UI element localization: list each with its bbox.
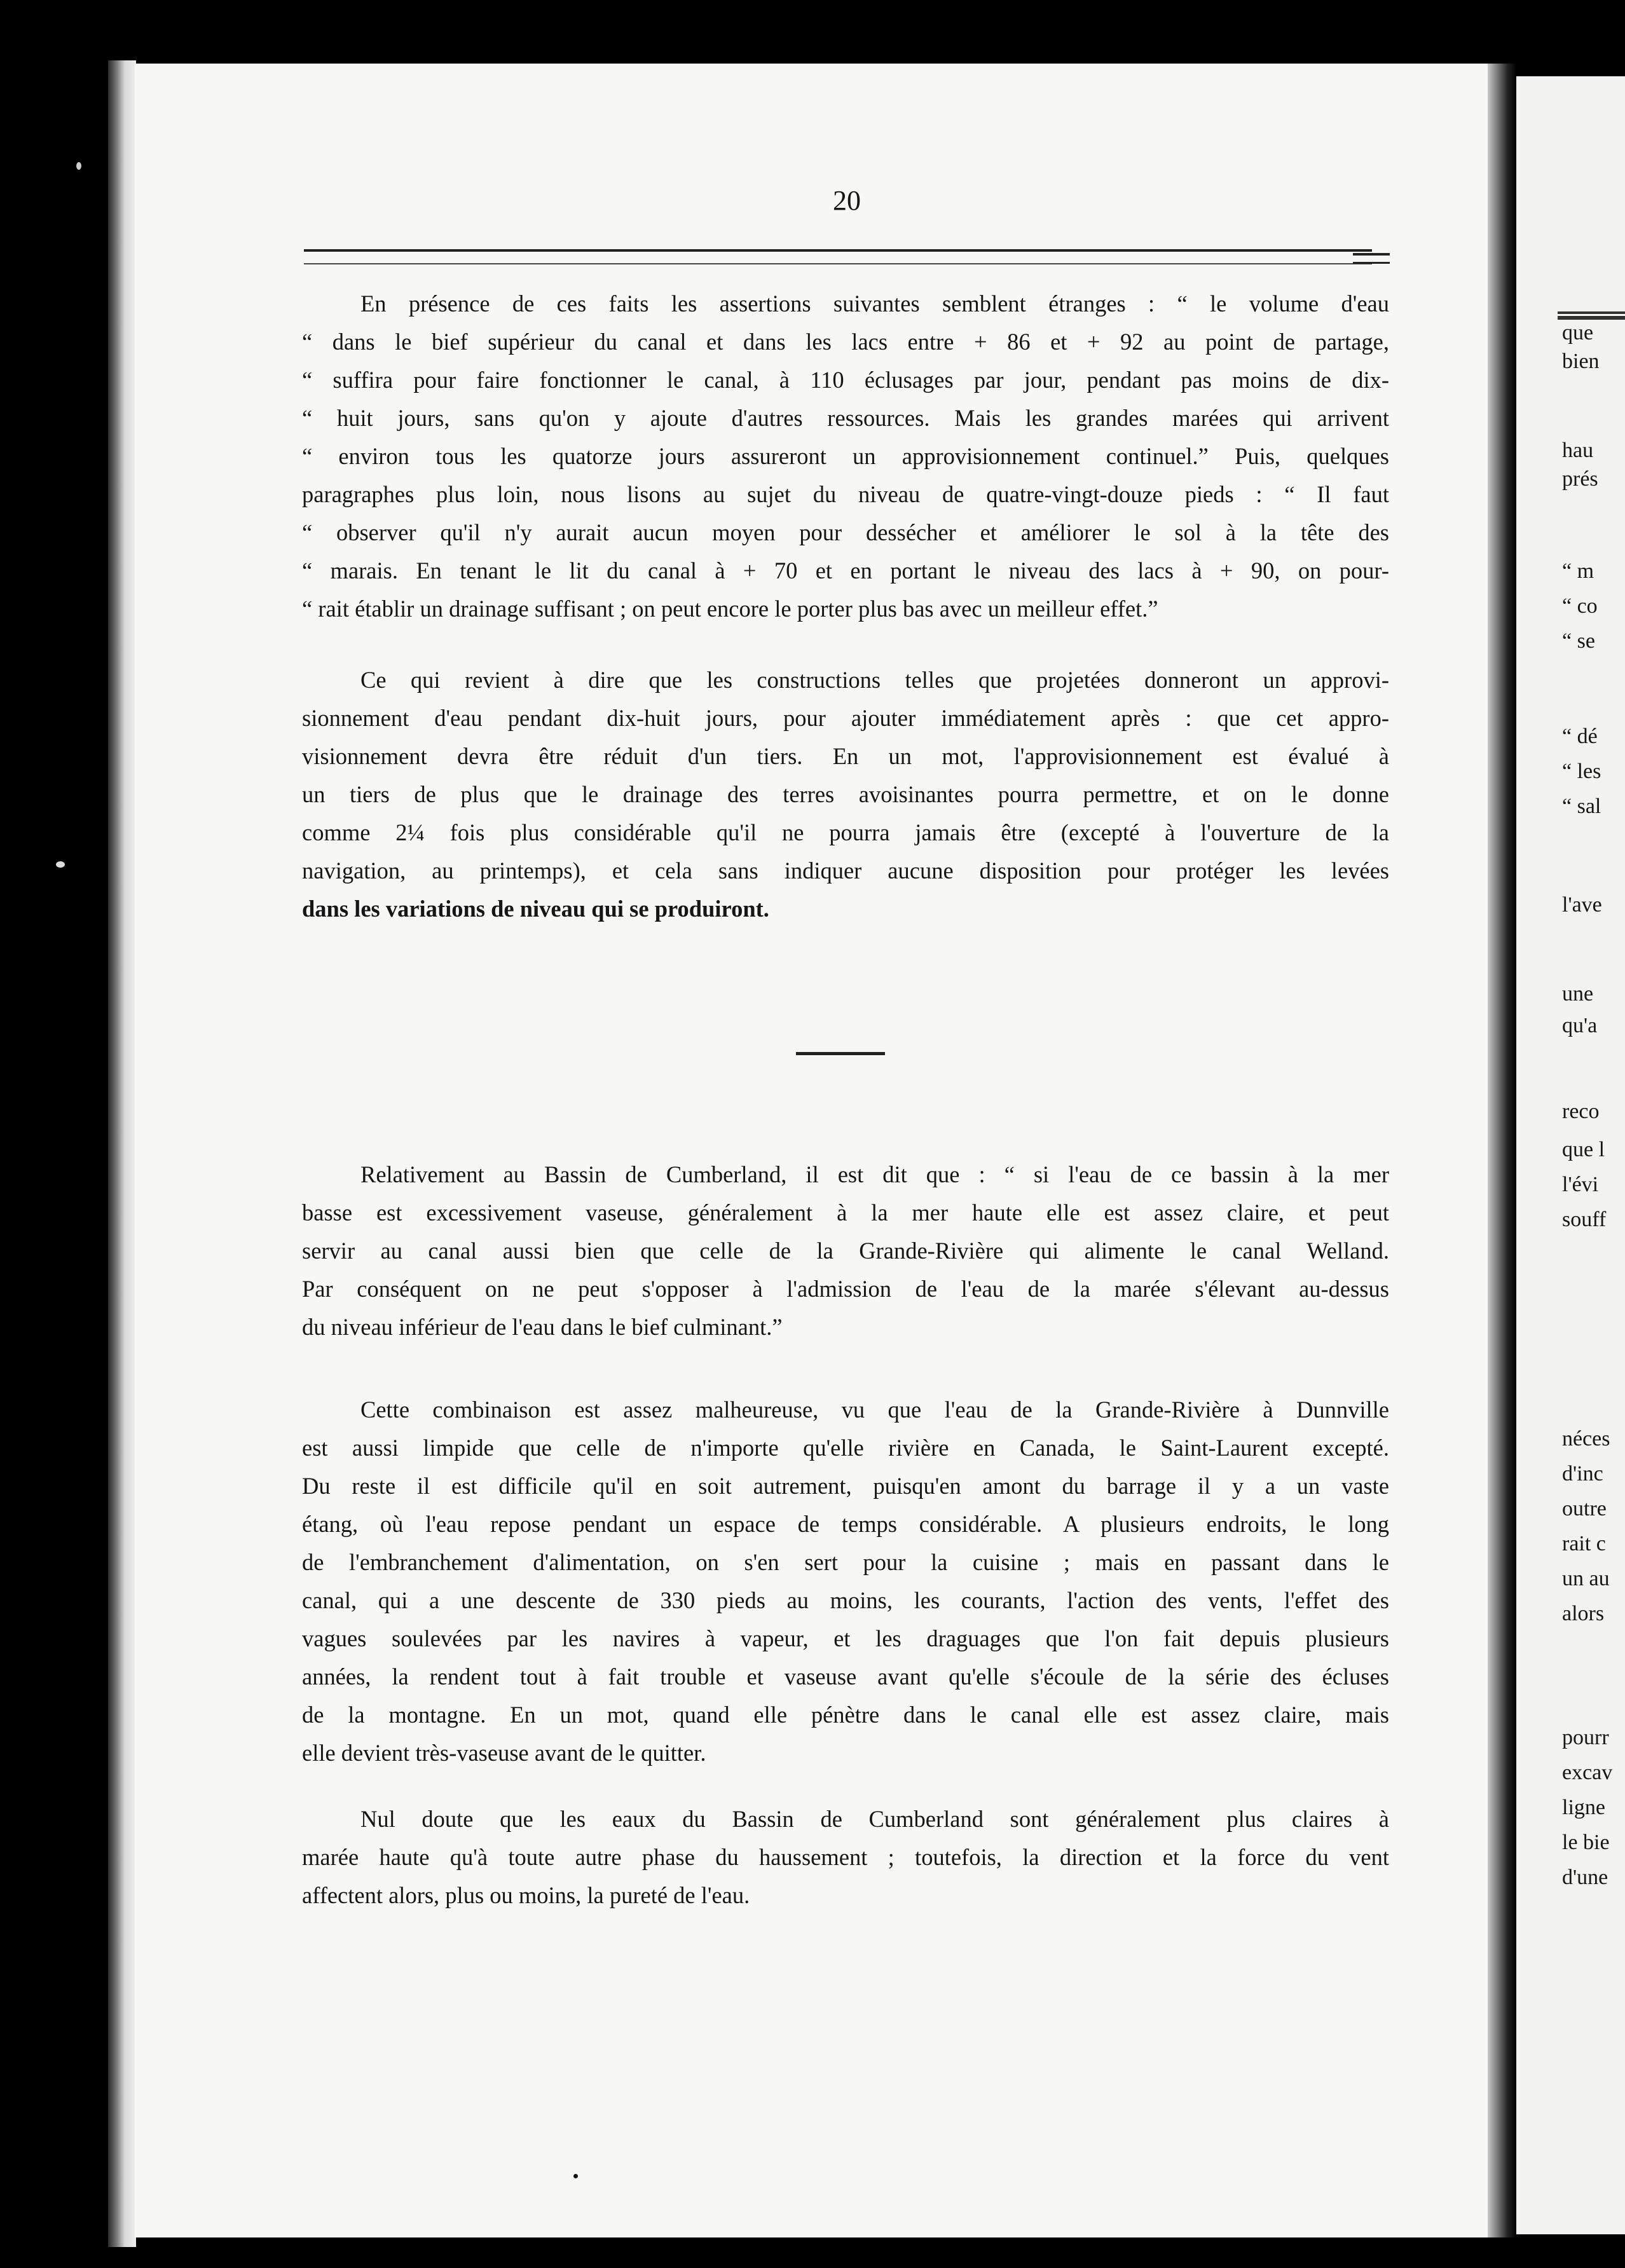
facing-text-fragment: “ m — [1562, 559, 1594, 583]
facing-text-fragment: prés — [1562, 467, 1598, 491]
text-line: Relativement au Bassin de Cumberland, il est dit que : “ si l'eau de ce bassin à la mer — [360, 1161, 1389, 1187]
text-line: Ce qui revient à dire que les constructions telles que projetées donneront un approvi- — [360, 667, 1389, 693]
facing-text-fragment: “ dé — [1562, 725, 1598, 748]
text-line: elle devient très-vaseuse avant de le quitter. — [302, 1740, 706, 1766]
text-line: Nul doute que les eaux du Bassin de Cumberland sont généralement plus claires à — [360, 1806, 1389, 1832]
facing-text-fragment: ligne — [1562, 1796, 1605, 1819]
header-rule-end — [1353, 253, 1390, 264]
text-line: est aussi limpide que celle de n'importe qu'elle rivière en Canada, le Saint-Laurent excepté. — [302, 1435, 1389, 1461]
facing-text-fragment: outre — [1562, 1497, 1607, 1520]
paragraph-4 — [302, 1391, 1389, 1772]
text-line: Du reste il est difficile qu'il en soit autrement, puisqu'en amont du barrage il y a un vaste — [302, 1473, 1389, 1499]
facing-text-fragment: l'ave — [1562, 893, 1602, 917]
scan-speck — [76, 162, 81, 170]
facing-text-fragment: d'une — [1562, 1866, 1608, 1889]
text-line: Cette combinaison est assez malheureuse, vu que l'eau de la Grande-Rivière à Dunnville — [360, 1397, 1389, 1423]
text-line: vagues soulevées par les navires à vapeur, et les draguages que l'on fait depuis plusieurs — [302, 1625, 1389, 1651]
text-line: En présence de ces faits les assertions suivantes semblent étranges : “ le volume d'eau — [360, 290, 1389, 317]
facing-text-fragment: un au — [1562, 1567, 1610, 1590]
facing-text-fragment: “ sal — [1562, 795, 1601, 818]
paragraph-1 — [302, 285, 1389, 628]
facing-text-fragment: l'évi — [1562, 1173, 1599, 1196]
facing-text-fragment: hau — [1562, 439, 1594, 462]
text-line: sionnement d'eau pendant dix-huit jours, pour ajouter immédiatement après : que cet appro- — [302, 705, 1389, 731]
text-line: de l'embranchement d'alimentation, on s'en sert pour la cuisine ; mais en passant dans le — [302, 1549, 1389, 1575]
text-line: “ marais. En tenant le lit du canal à + 70 et en portant le niveau des lacs à + 90, on pour- — [302, 557, 1389, 584]
facing-text-fragment: alors — [1562, 1602, 1605, 1625]
text-line: visionnement devra être réduit d'un tiers. En un mot, l'approvisionnement est évalué à — [302, 743, 1389, 769]
book-spine — [108, 60, 136, 2247]
facing-text-fragment: “ co — [1562, 594, 1598, 618]
facing-text-fragment: d'inc — [1562, 1462, 1603, 1486]
text-line: de la montagne. En un mot, quand elle pénètre dans le canal elle est assez claire, mais — [302, 1702, 1389, 1728]
text-line: “ suffira pour faire fonctionner le canal, à 110 éclusages par jour, pendant pas moins de dix- — [302, 367, 1389, 393]
facing-text-fragment: “ les — [1562, 760, 1601, 783]
facing-text-fragment: une — [1562, 982, 1594, 1006]
text-line: navigation, au printemps), et cela sans indiquer aucune disposition pour protéger les levées — [302, 857, 1389, 884]
page-number: 20 — [833, 185, 861, 216]
scan-speck — [573, 2174, 578, 2178]
facing-text-fragment: “ se — [1562, 629, 1595, 653]
text-line: paragraphes plus loin, nous lisons au sujet du niveau de quatre-vingt-douze pieds : “ Il faut — [302, 481, 1389, 507]
facing-text-fragment: qu'a — [1562, 1014, 1598, 1037]
facing-text-fragment: rait c — [1562, 1532, 1606, 1555]
text-line: “ dans le bief supérieur du canal et dans les lacs entre + 86 et + 92 au point de partage, — [302, 329, 1389, 355]
header-rule — [304, 249, 1372, 264]
text-line: dans les variations de niveau qui se produiront. — [302, 896, 769, 922]
paragraph-2 — [302, 661, 1389, 928]
gutter-shadow — [1488, 64, 1516, 2237]
text-line: années, la rendent tout à fait trouble et vaseuse avant qu'elle s'écoule de la série des écluses — [302, 1663, 1389, 1690]
facing-text-fragment: pourr — [1562, 1726, 1609, 1749]
text-line: étang, où l'eau repose pendant un espace de temps considérable. A plusieurs endroits, le long — [302, 1511, 1389, 1537]
text-line: servir au canal aussi bien que celle de la Grande-Rivière qui alimente le canal Welland. — [302, 1238, 1389, 1264]
text-line: “ environ tous les quatorze jours assureront un approvisionnement continuel.” Puis, quelques — [302, 443, 1389, 469]
facing-header-rule — [1558, 311, 1625, 316]
facing-page — [1516, 76, 1625, 2234]
facing-text-fragment: que — [1562, 321, 1594, 345]
paragraph-5 — [302, 1800, 1389, 1915]
facing-text-fragment: souff — [1562, 1208, 1607, 1231]
text-line: “ huit jours, sans qu'on y ajoute d'autres ressources. Mais les grandes marées qui arrivent — [302, 405, 1389, 431]
text-line: affectent alors, plus ou moins, la pureté de l'eau. — [302, 1882, 750, 1908]
text-line: basse est excessivement vaseuse, généralement à la mer haute elle est assez claire, et peut — [302, 1199, 1389, 1226]
text-line: canal, qui a une descente de 330 pieds au moins, les courants, l'action des vents, l'effet des — [302, 1587, 1389, 1613]
text-line: marée haute qu'à toute autre phase du haussement ; toutefois, la direction et la force du vent — [302, 1844, 1389, 1870]
text-line: un tiers de plus que le drainage des terres avoisinantes pourra permettre, et on le donne — [302, 781, 1389, 807]
text-line: du niveau inférieur de l'eau dans le bief culminant.” — [302, 1314, 783, 1340]
paragraph-3 — [302, 1156, 1389, 1346]
facing-text-fragment: que l — [1562, 1138, 1605, 1161]
facing-text-fragment: le bie — [1562, 1831, 1610, 1854]
facing-text-fragment: excav — [1562, 1761, 1613, 1784]
text-line: “ rait établir un drainage suffisant ; on peut encore le porter plus bas avec un meilleur effet.” — [302, 596, 1158, 622]
scan-speck — [56, 861, 65, 868]
text-line: comme 2¼ fois plus considérable qu'il ne pourra jamais être (excepté à l'ouverture de la — [302, 819, 1389, 845]
facing-text-fragment: reco — [1562, 1100, 1600, 1123]
facing-text-fragment: néces — [1562, 1427, 1610, 1451]
text-line: “ observer qu'il n'y aurait aucun moyen pour dessécher et améliorer le sol à la tête des — [302, 519, 1389, 545]
facing-text-fragment: bien — [1562, 350, 1600, 373]
section-divider — [796, 1052, 885, 1055]
text-line: Par conséquent on ne peut s'opposer à l'admission de l'eau de la marée s'élevant au-dessus — [302, 1276, 1389, 1302]
